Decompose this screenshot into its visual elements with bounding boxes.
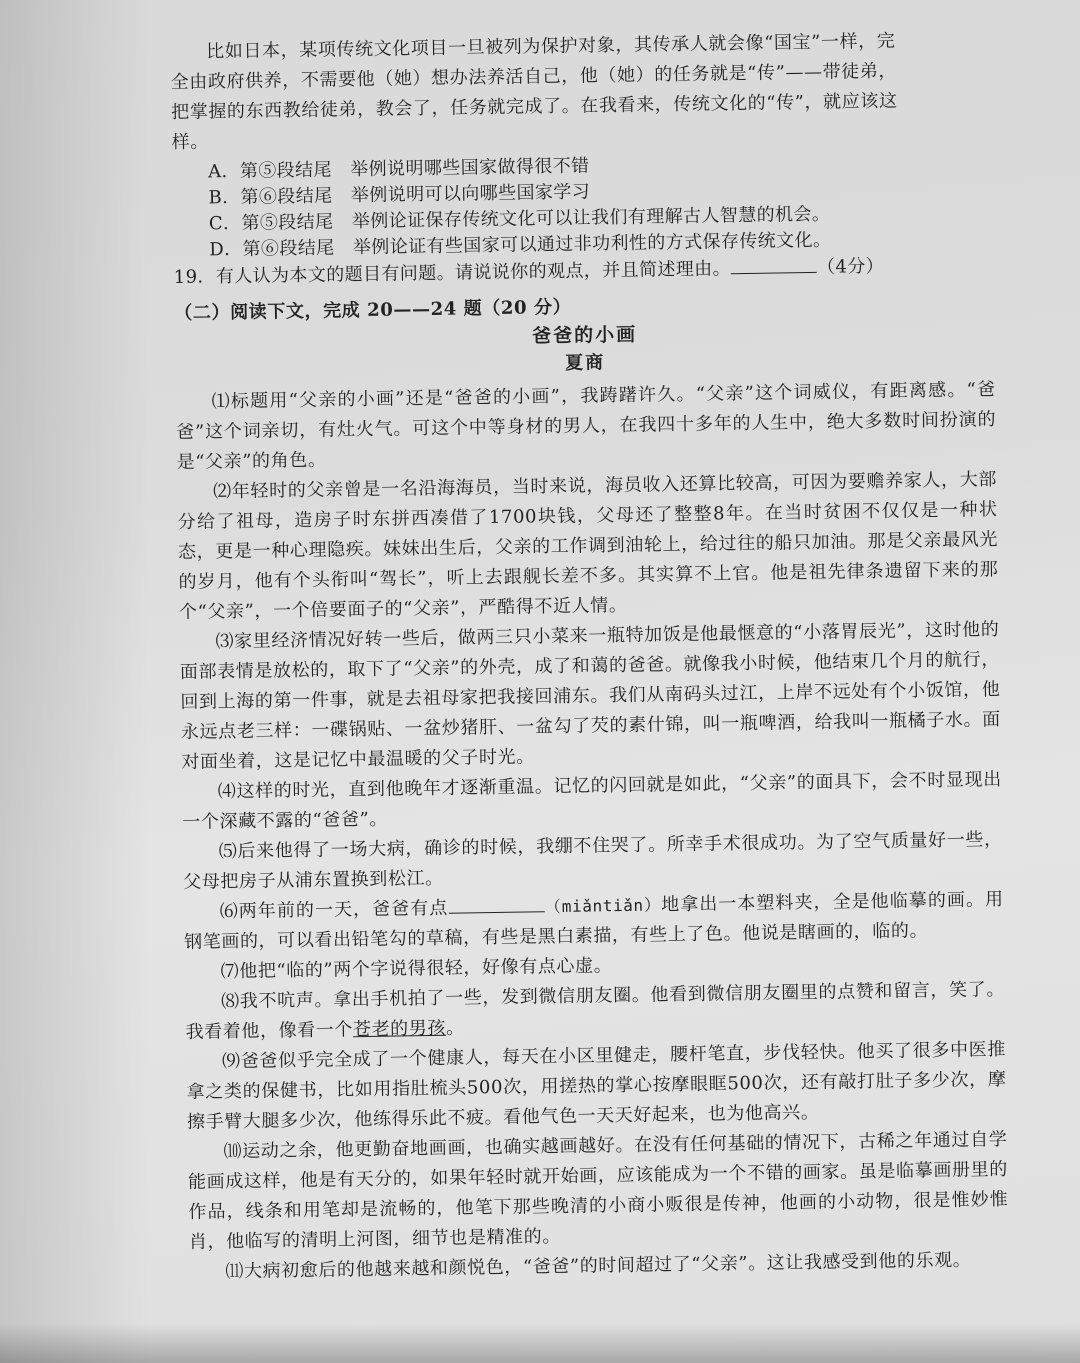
- option-c: C．第⑤段结尾 举例论证保存传统文化可以让我们有理解古人智慧的机会。: [208, 203, 831, 235]
- paragraph-6-end: 地拿出一本塑料夹，全是他临摹的画。用钢笔画的，可以看出铅笔勾的草稿，有些是黑白素描，有些上了色。他说是瞎画的，临的。: [184, 889, 1004, 953]
- page-bottom-shadow: [0, 1323, 1080, 1363]
- underlined-phrase: 苍老的男孩: [352, 1017, 447, 1041]
- intro-line-4: 样。: [171, 131, 210, 153]
- article-author: 夏商: [564, 352, 606, 374]
- paragraph-8-start: ⑻我不吭声。拿出手机拍了一些，发到微信朋友圈。他看到微信朋友圈里的点赞和留言，笑了。我看着他，像看一个: [185, 979, 1006, 1043]
- option-d: D．第⑥段结尾 举例论证有些国家可以通过非功利性的方式保存传统文化。: [209, 229, 832, 261]
- intro-passage: [170, 25, 992, 158]
- intro-line-3: 把掌握的东西教给徒弟，教会了，任务就完成了。在我看来，传统文化的“传”，就应该这: [171, 90, 898, 123]
- paragraph-1: ⑴标题用“父亲的小画”还是“爸爸的小画”，我踌躇许久。“父亲”这个词威仪，有距离感。“爸爸”这个词亲切，有灶火气。可这个中等身材的男人，在我四十多年的人生中，绝大多数时间扮演的是“父亲”的角色。: [176, 379, 997, 473]
- option-a: A．第⑤段结尾 举例说明哪些国家做得很不错: [207, 155, 590, 183]
- pinyin-blank: [448, 895, 544, 914]
- section-two-header: [174, 287, 995, 384]
- question-19-score: （4分）: [816, 255, 885, 278]
- paragraph-4: ⑷这样的时光，直到他晚年才逐渐重温。记忆的闪回就是如此，“父亲”的面具下，会不时显现出一个深藏不露的“爸爸”。: [182, 769, 1002, 833]
- intro-line-1: 比如日本，某项传统文化项目一旦被列为保护对象，其传承人就会像“国宝”一样，完: [206, 30, 896, 63]
- paragraph-10: ⑽运动之余，他更勤奋地画画，也确实越画越好。在没有任何基础的情况下，古稀之年通过自学能画成这样，他是有天分的，如果年轻时就开始画，应该能成为一个不错的画家。虽是临摹画册里的作品，线条和用笔却是流畅的，他笔下那些晚清的小商小贩很是传神，他画的小动物，很是惟妙惟肖，他临写的清明上河图，细节也是精准的。: [187, 1128, 1009, 1253]
- paragraph-9: ⑼爸爸似乎完全成了一个健康人，每天在小区里健走，腰杆笔直，步伐轻快。他买了很多中医推拿之类的保健书，比如用指肚梳头500次，用搓热的掌心按摩眼眶500次，还有敲打肚子多少次，摩擦手臂大腿多少次，他练得乐此不疲。看他气色一天天好起来，也为他高兴。: [186, 1038, 1007, 1133]
- paragraph-5: ⑸后来他得了一场大病，确诊的时候，我绷不住哭了。所幸手术很成功。为了空气质量好一些，父母把房子从浦东置换到松江。: [183, 829, 1003, 893]
- paragraph-2: ⑵年轻时的父亲曾是一名沿海海员，当时来说，海员收入还算比较高，可因为要赡养家人，大部分给了祖母，造房子时东拼西凑借了1700块钱，父母还了整整8年。在当时贫困不仅仅是一种状态，更是一种心理隐疾。妹妹出生后，父亲的工作调到油轮上，给过往的船只加油。那是父亲最风光的岁月，他有个头衔叫“驾长”，听上去跟舰长差不多。其实算不上官。他是祖先律条遗留下来的那个“父亲”，一个倍要面子的“父亲”，严酷得不近人情。: [177, 469, 999, 623]
- question-19-text: 19．有人认为本文的题目有问题。请说说你的观点，并且简述理由。: [173, 258, 732, 288]
- paragraph-7: ⑺他把“临的”两个字说得很轻，好像有点心虚。: [220, 955, 613, 983]
- choice-options: [172, 147, 994, 292]
- answer-blank: [731, 256, 817, 274]
- paragraph-6-start: ⑹两年前的一天，爸爸有点: [219, 897, 449, 923]
- page-shading: [0, 0, 150, 1363]
- exam-sheet: [170, 25, 1009, 1283]
- article-body: [175, 375, 1009, 1288]
- article-title: 爸爸的小画: [532, 323, 638, 348]
- intro-line-2: 全由政府供养，不需要他（她）想办法养活自己，他（她）的任务就是“传”——带徒弟，: [170, 60, 898, 93]
- option-b: B．第⑥段结尾 举例说明可以向哪些国家学习: [208, 181, 591, 209]
- paragraph-8-end: 。: [445, 1017, 465, 1039]
- paragraph-3: ⑶家里经济情况好转一些后，做两三只小菜来一瓶特加饭是他最惬意的“小落胃辰光”，这时他的面部表情是放松的，取下了“父亲”的外壳，成了和蔼的爸爸。就像我小时候，他结束几个月的航行，回到上海的第一件事，就是去祖母家把我接回浦东。我们从南码头过江，上岸不远处有个小饭馆，他永远点老三样：一碟锅贴、一盆炒猪肝、一盆勾了芡的素什锦，叫一瓶啤酒，给我叫一瓶橘子水。面对面坐着，这是记忆中最温暖的父子时光。: [179, 619, 1001, 773]
- section-two-instruction: （二）阅读下文，完成 20——24 题（20 分）: [174, 296, 572, 324]
- pinyin-hint: （miǎntiǎn）: [544, 895, 662, 917]
- paragraph-11: ⑾大病初愈后的他越来越和颜悦色，“爸爸”的时间超过了“父亲”。这让我感受到他的乐观。: [225, 1249, 972, 1283]
